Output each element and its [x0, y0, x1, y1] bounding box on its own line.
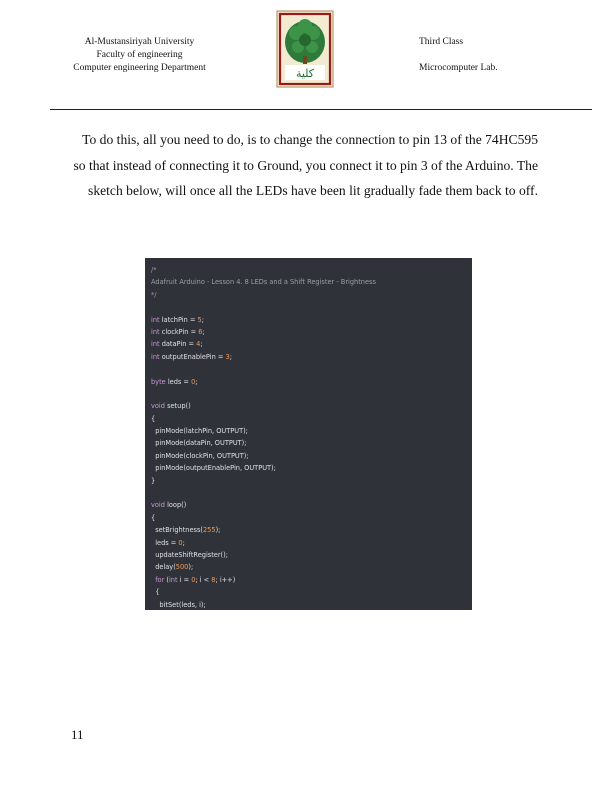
code-line: int latchPin = 5; [151, 315, 204, 324]
code-line: Adafruit Arduino - Lesson 4. 8 LEDs and a Shift Register - Brightness [151, 278, 376, 287]
code-line: } [151, 476, 156, 485]
code-line: bitSet(leds, i); [151, 600, 206, 609]
code-line: { [151, 588, 160, 597]
university-logo [276, 10, 334, 88]
code-line: int outputEnablePin = 3; [151, 352, 232, 361]
code-line: leds = 0; [151, 538, 185, 547]
code-line: pinMode(outputEnablePin, OUTPUT); [151, 464, 276, 473]
code-line: void setup() [151, 402, 191, 411]
page-number: 11 [71, 727, 84, 742]
header-course [419, 36, 539, 75]
code-line [151, 388, 472, 400]
code-line: /* [151, 266, 157, 274]
code-line: delay(500); [151, 563, 194, 572]
code-line: void loop() [151, 501, 187, 510]
body-paragraph: To do this, all you need to do, is to change the connection to pin 13 of the 74HC595 so that instead of connecting it to Ground, you connect it to pin 3 of the Arduino. The sketch below, will once all the LEDs have been lit gradually fade them back to off. [73, 132, 538, 198]
code-line [151, 363, 472, 375]
code-line: { [151, 513, 156, 522]
university-name: Al-Mustansiriyah University [84, 37, 195, 47]
code-line: { [151, 414, 156, 423]
code-line: byte leds = 0; [151, 377, 198, 386]
code-line: for (int i = 0; i < 8; i++) [155, 575, 236, 584]
code-screenshot [145, 258, 472, 610]
code-line [151, 487, 472, 499]
code-line: int dataPin = 4; [151, 340, 203, 349]
header-institution [52, 36, 227, 75]
code-line: setBrightness(255); [151, 526, 221, 535]
logo-text: كلية [295, 67, 315, 80]
faculty-name: Faculty of engineering [96, 50, 183, 60]
code-line: pinMode(latchPin, OUTPUT); [151, 427, 248, 436]
header-divider [50, 109, 592, 110]
code-line: int clockPin = 6; [151, 327, 205, 336]
class-level: Third Class [419, 37, 464, 47]
code-line: */ [151, 290, 157, 299]
code-line: pinMode(clockPin, OUTPUT); [151, 451, 249, 460]
lab-name: Microcomputer Lab. [419, 63, 498, 73]
code-line: pinMode(dataPin, OUTPUT); [151, 439, 247, 448]
department-name: Computer engineering Department [73, 63, 206, 73]
code-line: updateShiftRegister(); [151, 550, 228, 559]
code-line [151, 301, 472, 313]
